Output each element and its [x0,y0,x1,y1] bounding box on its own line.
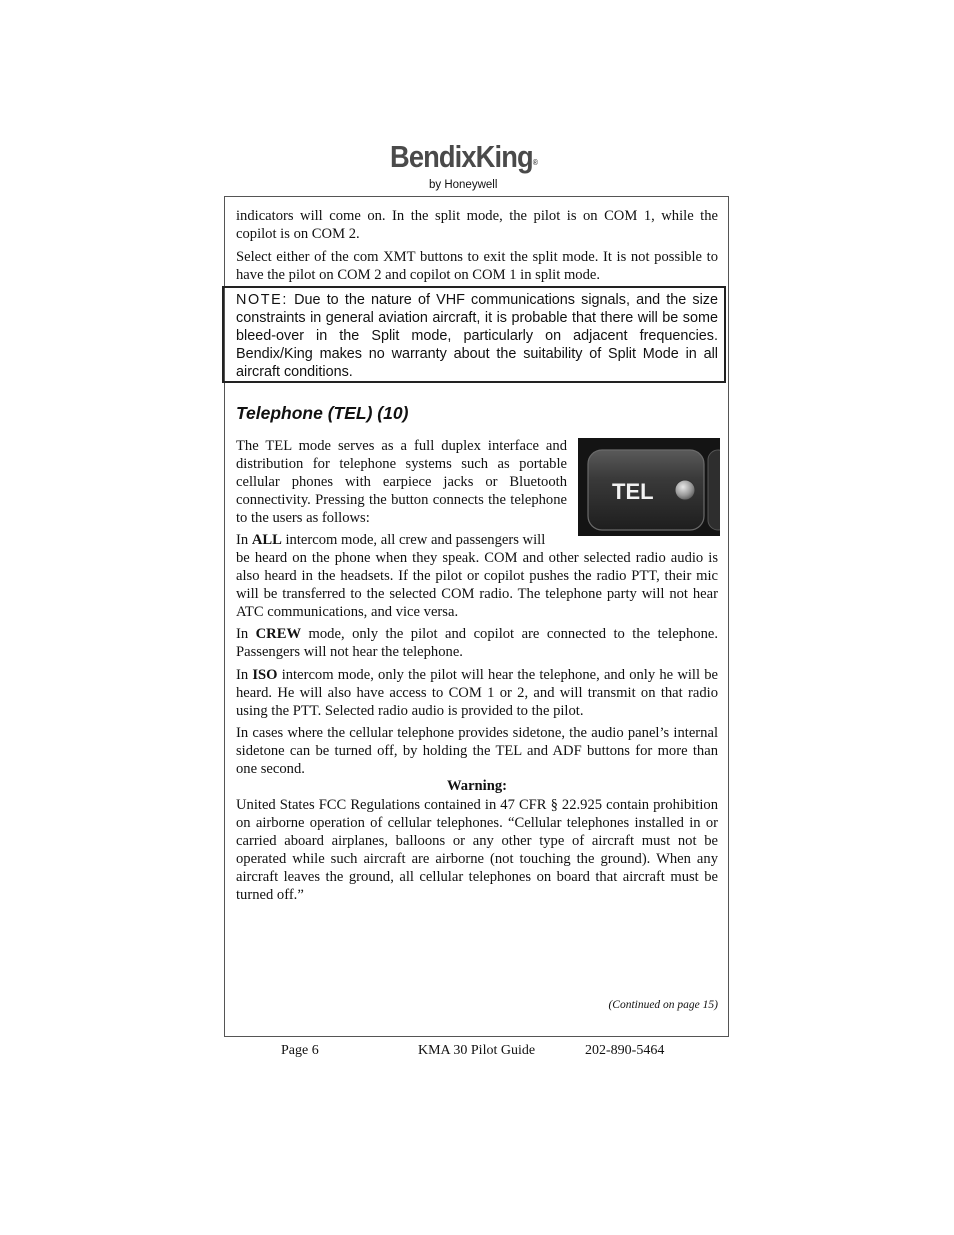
footer-guide-title: KMA 30 Pilot Guide [418,1043,536,1058]
warning-text: United States FCC Regulations contained in 47 CFR § 22.925 contain prohibition on airborne operation of cellular telephones. “Cellular telephones installed in or carried aboard airplanes, balloons or any other type of aircraft must not be operated while such aircraft are airborne (not touching the ground). When any aircraft leaves the ground, all cellular telephones on board that aircraft must be turned off.” [236,797,718,903]
bendixking-logo [390,138,550,196]
logo-tagline: by Honeywell [429,179,498,191]
term-iso: ISO [252,667,278,683]
continued-note: (Continued on page 15) [608,999,718,1011]
paragraph-crew-mode: In CREW mode, only the pilot and copilot are connected to the telephone. Passengers will not hear the telephone. [236,626,718,660]
note-body: Due to the nature of VHF communications signals, and the size constraints in general aviation aircraft, it is probable that there will be some bleed-over in the Split mode, particularly on adjacent frequencies. Bendix/King makes no warranty about the suitability of Split Mode in all aircraft conditions. [236,292,718,380]
tel-button-image [578,438,720,536]
tel-button-photo [578,438,720,536]
paragraph-all-mode: be heard on the phone when they speak. COM and other selected radio audio is also heard in the headsets. If the pilot or copilot pushes the radio PTT, their mic will be transferred to the selected COM radio. The telephone party will not hear ATC communications, and vice versa. [236,550,718,620]
section-heading-telephone: Telephone (TEL) (10) [236,403,409,423]
footer-page-number: Page 6 [281,1043,319,1058]
tel-button-label: TEL [612,479,654,504]
note-label: NOTE: [236,292,288,308]
paragraph-all-mode-line1: In ALL intercom mode, all crew and passengers will [236,532,546,548]
paragraph-iso-mode: In ISO intercom mode, only the pilot will hear the telephone, and only he will be heard. He will also have access to COM 1 or 2, and will transmit on that radio using the PTT. Selected radio audio is provided to the pilot. [236,667,718,719]
footer-part-number: 202-890-5464 [585,1043,665,1058]
paragraph-tel-mode-intro: The TEL mode serves as a full duplex interface and distribution for telephone systems such as portable cellular phones with earpiece jacks or Bluetooth connectivity. Pressing the button connects the telephone to the users as follows: [236,438,567,526]
tel-led-indicator [675,480,695,500]
logo-wordmark: BendixKing [390,139,533,174]
paragraph-exit-split: Select either of the com XMT buttons to exit the split mode. It is not possible to have the pilot on COM 2 and copilot on COM 1 in split mode. [236,249,718,283]
paragraph-split-indicators: indicators will come on. In the split mode, the pilot is on COM 1, while the copilot is on COM 2. [236,208,718,242]
logo-registered-mark: ® [532,158,538,167]
term-crew: CREW [255,626,302,642]
term-all: ALL [251,532,282,548]
warning-title: Warning: [446,778,507,794]
paragraph-sidetone: In cases where the cellular telephone provides sidetone, the audio panel’s internal sidetone can be turned off, by holding the TEL and ADF buttons for more than one second. [236,725,718,777]
note-text [236,291,718,381]
